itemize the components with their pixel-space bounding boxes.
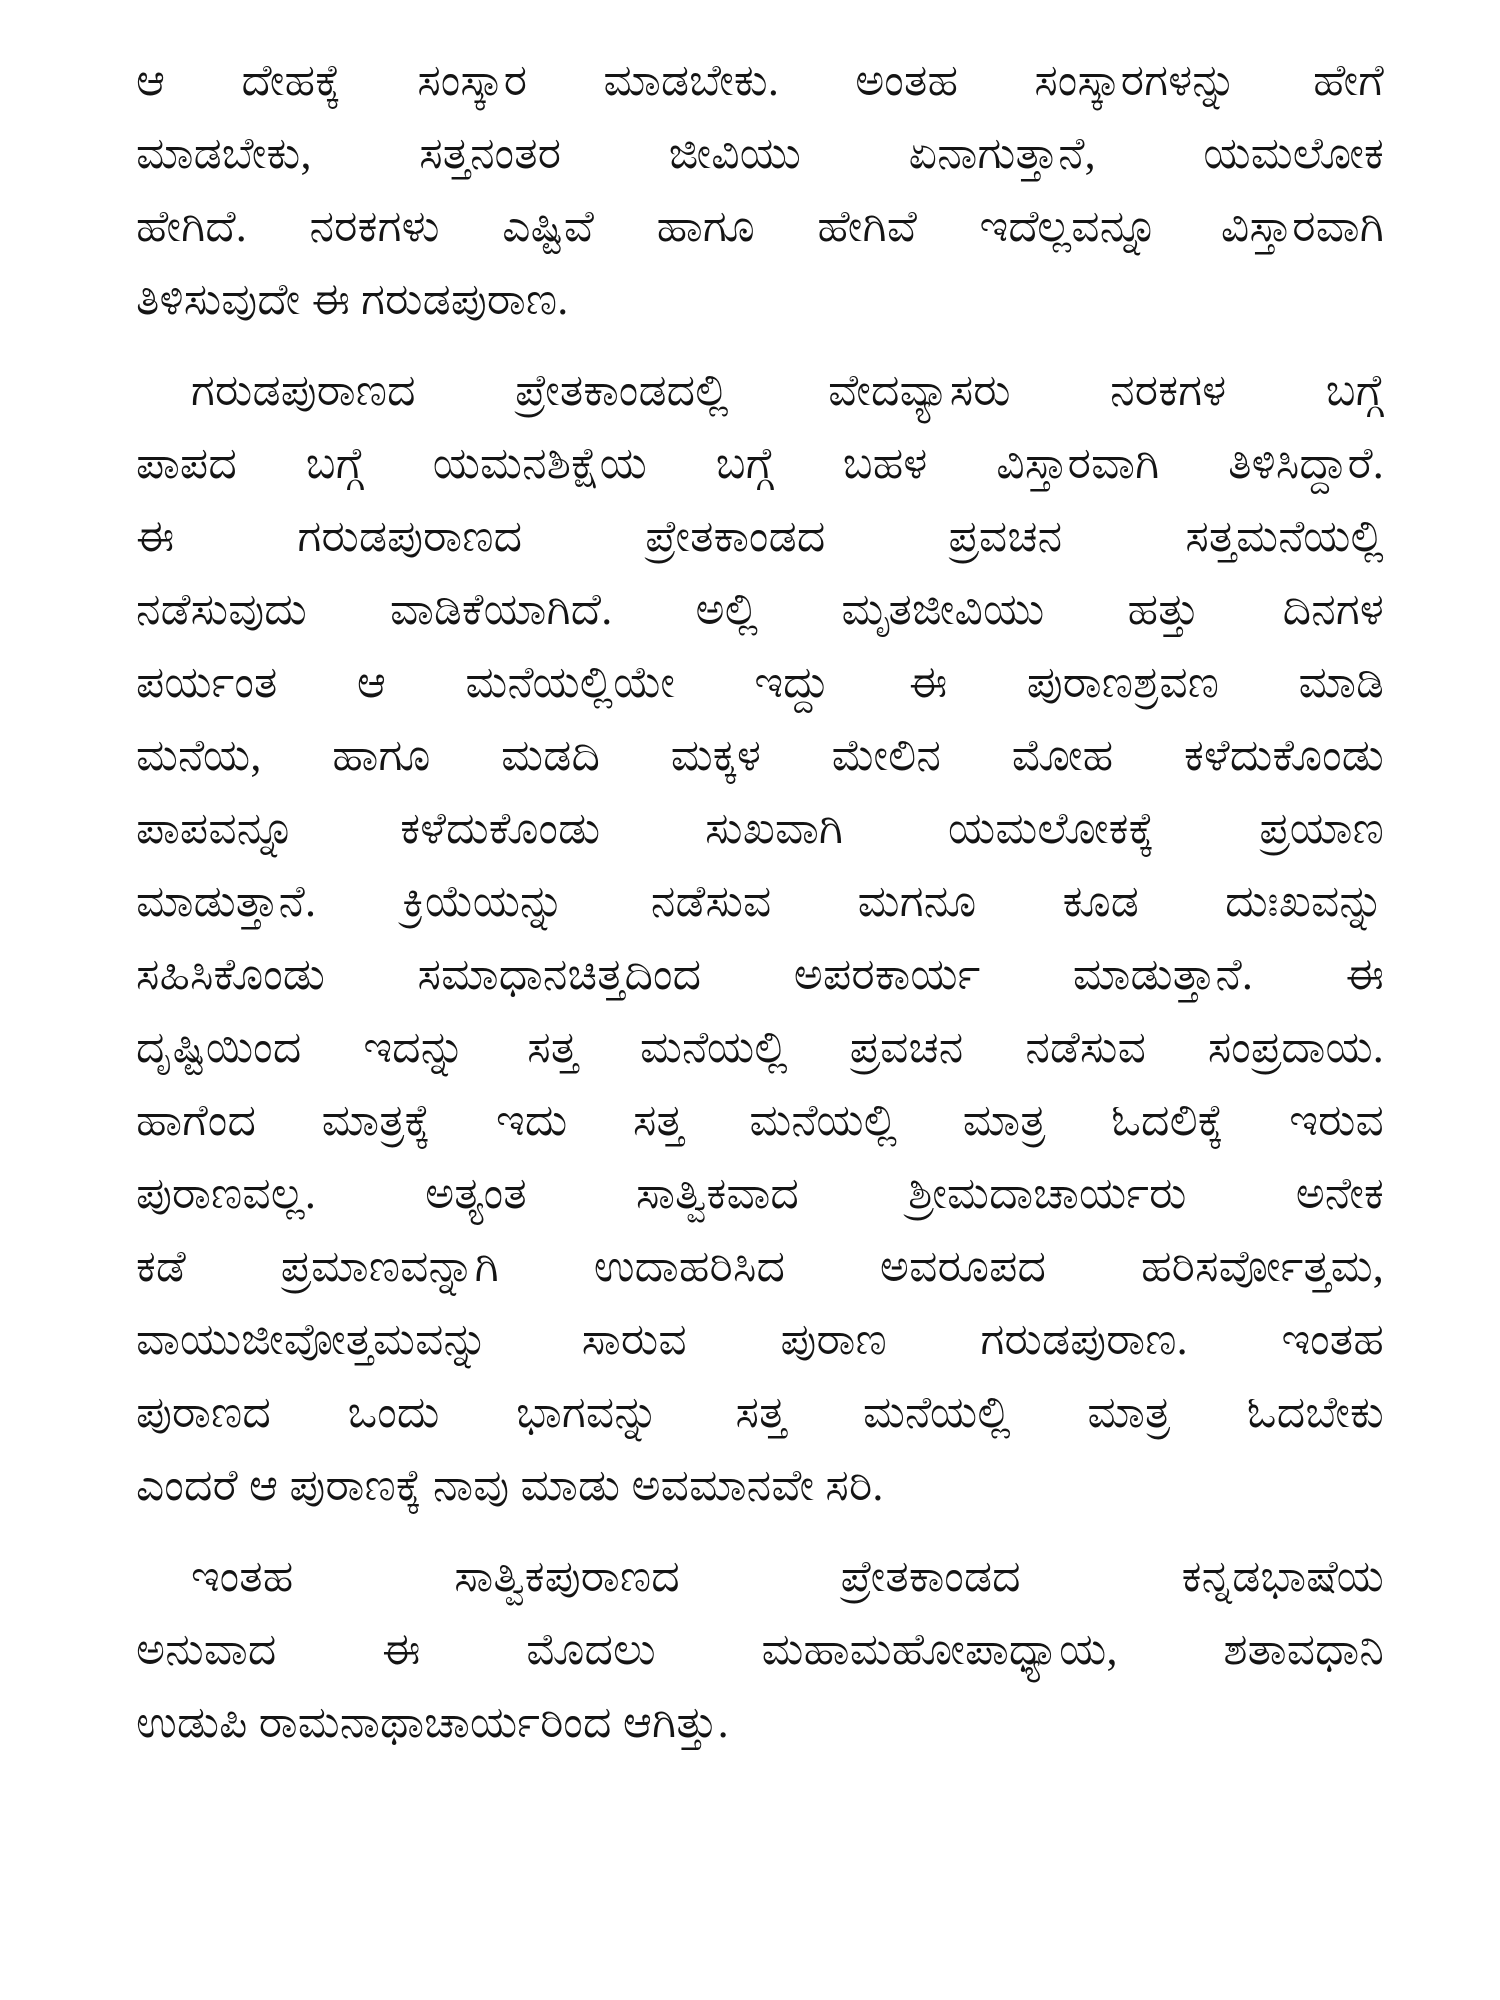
text-line: ಮಾಡುತ್ತಾನೆ. ಕ್ರಿಯೆಯನ್ನು ನಡೆಸುವ ಮಗನೂ ಕೂಡ ದುಃಖವನ್ನು: [136, 877, 1384, 926]
text-line: ವಾಯುಜೀವೋತ್ತಮವನ್ನು ಸಾರುವ ಪುರಾಣ ಗರುಡಪುರಾಣ. ಇಂತಹ: [136, 1315, 1384, 1364]
page-body-text: [136, 44, 1384, 1759]
paragraph: [136, 1540, 1384, 1759]
text-line: ಎಂದರೆ ಆ ಪುರಾಣಕ್ಕೆ ನಾವು ಮಾಡು ಅವಮಾನವೇ ಸರಿ.: [136, 1461, 884, 1510]
text-line: ಪಾಪದ ಬಗ್ಗೆ ಯಮನಶಿಕ್ಷೆಯ ಬಗ್ಗೆ ಬಹಳ ವಿಸ್ತಾರವಾಗಿ ತಿಳಿಸಿದ್ದಾರೆ.: [136, 439, 1384, 488]
text-line: ಮನೆಯ, ಹಾಗೂ ಮಡದಿ ಮಕ್ಕಳ ಮೇಲಿನ ಮೋಹ ಕಳೆದುಕೊಂಡು: [136, 731, 1384, 780]
text-line: ಪುರಾಣವಲ್ಲ. ಅತ್ಯಂತ ಸಾತ್ವಿಕವಾದ ಶ್ರೀಮದಾಚಾರ್ಯರು ಅನೇಕ: [136, 1169, 1384, 1218]
text-line: ತಿಳಿಸುವುದೇ ಈ ಗರುಡಪುರಾಣ.: [136, 275, 569, 324]
text-line: ಕಡೆ ಪ್ರಮಾಣವನ್ನಾಗಿ ಉದಾಹರಿಸಿದ ಅವರೂಪದ ಹರಿಸರ್ವೋತ್ತಮ,: [136, 1242, 1384, 1291]
text-line: ಇಂತಹ ಸಾತ್ವಿಕಪುರಾಣದ ಪ್ರೇತಕಾಂಡದ ಕನ್ನಡಭಾಷೆಯ: [191, 1552, 1384, 1601]
text-line: ಪರ್ಯಂತ ಆ ಮನೆಯಲ್ಲಿಯೇ ಇದ್ದು ಈ ಪುರಾಣಶ್ರವಣ ಮಾಡಿ: [136, 658, 1384, 707]
text-line: ಉಡುಪಿ ರಾಮನಾಥಾಚಾರ್ಯರಿಂದ ಆಗಿತ್ತು.: [136, 1698, 729, 1747]
text-line: ಪಾಪವನ್ನೂ ಕಳೆದುಕೊಂಡು ಸುಖವಾಗಿ ಯಮಲೋಕಕ್ಕೆ ಪ್ರಯಾಣ: [136, 804, 1384, 853]
text-line: ಸಹಿಸಿಕೊಂಡು ಸಮಾಧಾನಚಿತ್ತದಿಂದ ಅಪರಕಾರ್ಯ ಮಾಡುತ್ತಾನೆ. ಈ: [136, 950, 1384, 999]
text-line: ಈ ಗರುಡಪುರಾಣದ ಪ್ರೇತಕಾಂಡದ ಪ್ರವಚನ ಸತ್ತಮನೆಯಲ್ಲಿ: [136, 512, 1384, 561]
text-line: ಹಾಗೆಂದ ಮಾತ್ರಕ್ಕೆ ಇದು ಸತ್ತ ಮನೆಯಲ್ಲಿ ಮಾತ್ರ ಓದಲಿಕ್ಕೆ ಇರುವ: [136, 1096, 1384, 1145]
paragraph: [136, 354, 1384, 1522]
paragraph: [136, 44, 1384, 336]
text-line: ಮಾಡಬೇಕು, ಸತ್ತನಂತರ ಜೀವಿಯು ಏನಾಗುತ್ತಾನೆ, ಯಮಲೋಕ: [136, 129, 1384, 178]
text-line: ಪುರಾಣದ ಒಂದು ಭಾಗವನ್ನು ಸತ್ತ ಮನೆಯಲ್ಲಿ ಮಾತ್ರ ಓದಬೇಕು: [136, 1388, 1384, 1437]
text-line: ಹೇಗಿದೆ. ನರಕಗಳು ಎಷ್ಟಿವೆ ಹಾಗೂ ಹೇಗಿವೆ ಇದೆಲ್ಲವನ್ನೂ ವಿಸ್ತಾರವಾಗಿ: [136, 202, 1384, 251]
text-line: ಗರುಡಪುರಾಣದ ಪ್ರೇತಕಾಂಡದಲ್ಲಿ ವೇದವ್ಯಾಸರು ನರಕಗಳ ಬಗ್ಗೆ: [191, 366, 1384, 415]
text-line: ನಡೆಸುವುದು ವಾಡಿಕೆಯಾಗಿದೆ. ಅಲ್ಲಿ ಮೃತಜೀವಿಯು ಹತ್ತು ದಿನಗಳ: [136, 585, 1384, 634]
text-line: ದೃಷ್ಟಿಯಿಂದ ಇದನ್ನು ಸತ್ತ ಮನೆಯಲ್ಲಿ ಪ್ರವಚನ ನಡೆಸುವ ಸಂಪ್ರದಾಯ.: [136, 1023, 1384, 1072]
text-line: ಆ ದೇಹಕ್ಕೆ ಸಂಸ್ಕಾರ ಮಾಡಬೇಕು. ಅಂತಹ ಸಂಸ್ಕಾರಗಳನ್ನು ಹೇಗೆ: [136, 56, 1384, 105]
text-line: ಅನುವಾದ ಈ ಮೊದಲು ಮಹಾಮಹೋಪಾಧ್ಯಾಯ, ಶತಾವಧಾನಿ: [136, 1625, 1384, 1674]
